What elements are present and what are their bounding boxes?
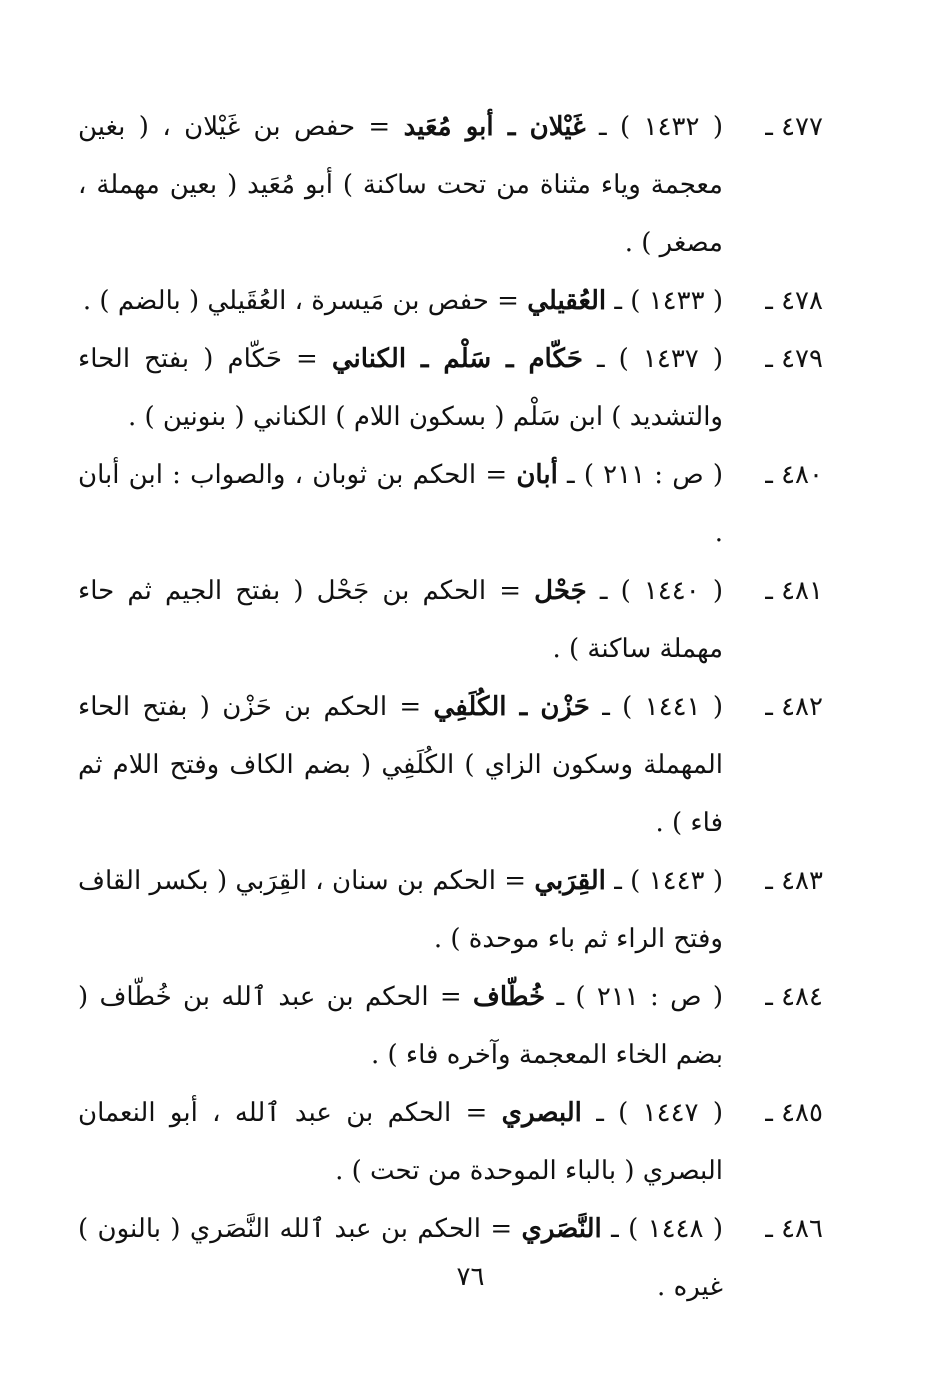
entry-reference: ( ١٤٤٠ ) ـ — [586, 576, 723, 606]
entry-reference: ( ١٤٤٣ ) ـ — [605, 866, 723, 896]
entry-reference: ( ١٤٤١ ) ـ — [589, 692, 723, 722]
entry-reference: ( ١٤٣٣ ) ـ — [606, 286, 723, 316]
entry-number: ٤٨٦ ـ — [765, 1214, 823, 1244]
entry-name: القِرَبي — [534, 866, 606, 896]
entry-reference: ( ١٤٣٧ ) ـ — [582, 344, 723, 374]
entry-name: حَزْن ـ الكُلَفِي — [433, 692, 590, 722]
entry-text: = الحكم بن عبد ٱلله بن خُطّاف ( بضم الخاء المعجمة وآخره فاء ) . — [78, 982, 723, 1070]
entry-477 — [78, 98, 823, 272]
page-number: ٧٦ — [456, 1262, 485, 1292]
entry-text: = حَكّام ( بفتح الحاء والتشديد ) ابن سَلْم ( بسكون اللام ) الكناني ( بنونين ) . — [78, 344, 723, 432]
entry-name: البصري — [501, 1098, 582, 1128]
entries-list — [78, 98, 823, 1316]
entry-name: جَحْل — [534, 576, 587, 606]
entry-482 — [78, 678, 823, 852]
entry-text: = الحكم بن سنان ، القِرَبي ( بكسر القاف وفتح الراء ثم باء موحدة ) . — [78, 866, 723, 954]
entry-text: = الحكم بن عبد ٱلله ، أبو النعمان البصري ( بالباء الموحدة من تحت ) . — [78, 1098, 723, 1186]
entry-483 — [78, 852, 823, 968]
entry-reference: ( ص : ٢١١ ) ـ — [557, 460, 723, 490]
entry-text: = الحكم بن حَزْن ( بفتح الحاء المهملة وسكون الزاي ) الكُلَفِي ( بضم الكاف وفتح اللام ثم فاء ) . — [78, 692, 723, 838]
entry-479 — [78, 330, 823, 446]
entry-number: ٤٧٧ ـ — [765, 112, 823, 142]
entry-name: أبان — [516, 460, 558, 490]
entry-486 — [78, 1200, 823, 1316]
entry-number: ٤٧٩ ـ — [765, 344, 823, 374]
entry-name: حَكّام ـ سَلْم ـ الكناني — [331, 344, 583, 374]
entry-478 — [78, 272, 823, 330]
entry-484 — [78, 968, 823, 1084]
entry-reference: ( ص : ٢١١ ) ـ — [545, 982, 723, 1012]
entry-number: ٤٨٢ ـ — [765, 692, 823, 722]
entry-text: = الحكم بن عبد ٱلله النَّصَري ( بالنون ) غيره . — [78, 1214, 723, 1302]
entry-text: = حفص بن غَيْلان ، ( بغين معجمة وياء مثناة من تحت ساكنة ) أبو مُعَيد ( بعين مهملة ، مصغر ) . — [78, 112, 723, 258]
entry-485 — [78, 1084, 823, 1200]
entry-reference: ( ١٤٤٨ ) ـ — [601, 1214, 723, 1244]
entry-481 — [78, 562, 823, 678]
entry-number: ٤٨١ ـ — [765, 576, 823, 606]
entry-name: خُطّاف — [472, 982, 546, 1012]
entry-name: العُقيلي — [527, 286, 607, 316]
entry-name: النَّصَري — [521, 1214, 602, 1244]
entry-text: = الحكم بن ثوبان ، والصواب : ابن أبان . — [78, 460, 723, 548]
entry-480 — [78, 446, 823, 562]
entry-text: = حفص بن مَيسرة ، العُقَيلي ( بالضم ) . — [82, 286, 528, 316]
entry-number: ٤٨٠ ـ — [765, 460, 823, 490]
entry-number: ٤٧٨ ـ — [765, 286, 823, 316]
entry-number: ٤٨٤ ـ — [765, 982, 823, 1012]
entry-reference: ( ١٤٤٧ ) ـ — [581, 1098, 723, 1128]
entry-number: ٤٨٣ ـ — [765, 866, 823, 896]
entry-text: = الحكم بن جَحْل ( بفتح الجيم ثم حاء مهملة ساكنة ) . — [78, 576, 723, 664]
entry-number: ٤٨٥ ـ — [765, 1098, 823, 1128]
entry-name: غَيْلان ـ أبو مُعَيد — [403, 112, 586, 142]
entry-reference: ( ١٤٣٢ ) ـ — [585, 112, 723, 142]
